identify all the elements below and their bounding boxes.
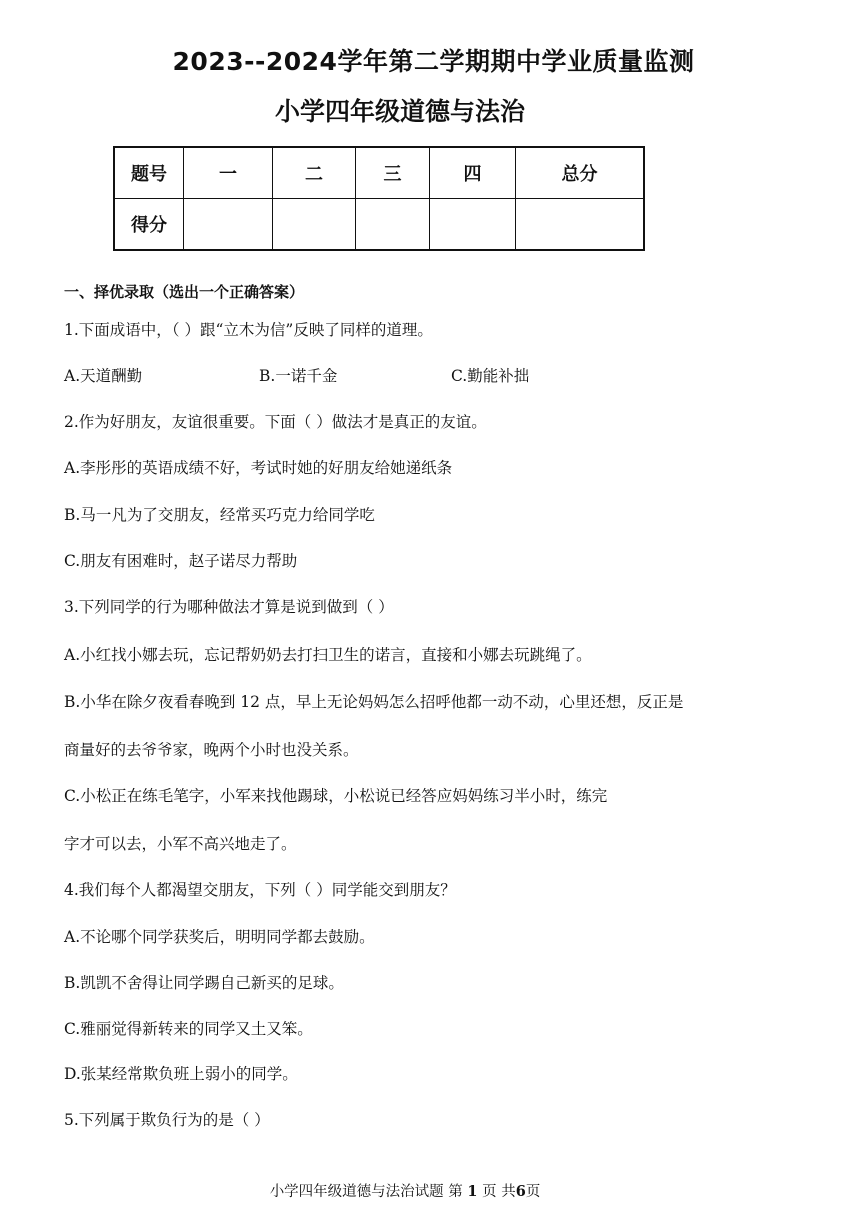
option-b: B.凯凯不舍得让同学踢自己新买的足球。 [64, 974, 344, 992]
score-header-cell: 二 [273, 147, 356, 199]
score-table-score-row [114, 199, 644, 251]
score-table-header-row [114, 147, 644, 199]
footer-page-prefix: 第 [448, 1184, 463, 1200]
score-cell[interactable] [516, 199, 645, 251]
score-row-label: 得分 [114, 199, 184, 251]
exam-subtitle: 小学四年级道德与法治 [274, 97, 525, 126]
option-d: D.张某经常欺负班上弱小的同学。 [64, 1065, 298, 1083]
score-cell[interactable] [430, 199, 516, 251]
score-cell[interactable] [356, 199, 430, 251]
question-stem: 3.下列同学的行为哪种做法才算是说到做到（ ） [64, 598, 394, 616]
section-heading: 一、择优录取（选出一个正确答案） [64, 283, 305, 301]
option-c: C.雅丽觉得新转来的同学又土又笨。 [64, 1020, 313, 1038]
option-c-continued: 字才可以去，小军不高兴地走了。 [64, 835, 297, 853]
question-stem: 5.下列属于欺负行为的是（ ） [64, 1111, 270, 1129]
footer-page-number: 1 [467, 1183, 478, 1200]
score-cell[interactable] [184, 199, 273, 251]
option-a: A.小红找小娜去玩，忘记帮奶奶去打扫卫生的诺言，直接和小娜去玩跳绳了。 [64, 646, 592, 664]
score-table [113, 146, 645, 251]
option-b-continued: 商量好的去爷爷家，晚两个小时也没关系。 [64, 741, 359, 759]
page-footer [0, 1180, 810, 1201]
option-a: A.天道酬勤 [64, 367, 143, 385]
score-header-cell: 总分 [516, 147, 645, 199]
score-cell[interactable] [273, 199, 356, 251]
footer-page-mid: 页 共 [482, 1184, 516, 1200]
footer-title: 小学四年级道德与法治试题 [269, 1184, 444, 1200]
option-b: B.小华在除夕夜看春晚到 12 点，早上无论妈妈怎么招呼他都一动不动，心里还想，反正是 [64, 693, 684, 711]
option-c: C.勤能补拙 [451, 367, 530, 385]
score-header-cell: 四 [430, 147, 516, 199]
question-stem: 4.我们每个人都渴望交朋友，下列（ ）同学能交到朋友？ [64, 881, 456, 899]
option-c: C.小松正在练毛笔字，小军来找他踢球，小松说已经答应妈妈练习半小时，练完 [64, 787, 608, 805]
option-a: A.不论哪个同学获奖后，明明同学都去鼓励。 [64, 928, 375, 946]
option-b: B.一诺千金 [259, 367, 338, 385]
score-header-cell: 三 [356, 147, 430, 199]
exam-title: 2023--2024学年第二学期期中学业质量监测 [172, 47, 695, 76]
question-stem: 1.下面成语中，（ ）跟“立木为信”反映了同样的道理。 [64, 321, 433, 339]
option-c: C.朋友有困难时，赵子诺尽力帮助 [64, 552, 298, 570]
option-a: A.李彤彤的英语成绩不好，考试时她的好朋友给她递纸条 [64, 459, 453, 477]
footer-page-suffix: 页 [525, 1184, 541, 1200]
option-b: B.马一凡为了交朋友，经常买巧克力给同学吃 [64, 506, 375, 524]
question-stem: 2.作为好朋友，友谊很重要。下面（ ）做法才是真正的友谊。 [64, 413, 487, 431]
footer-page-total: 6 [515, 1183, 526, 1200]
score-header-cell: 题号 [114, 147, 184, 199]
score-header-cell: 一 [184, 147, 273, 199]
